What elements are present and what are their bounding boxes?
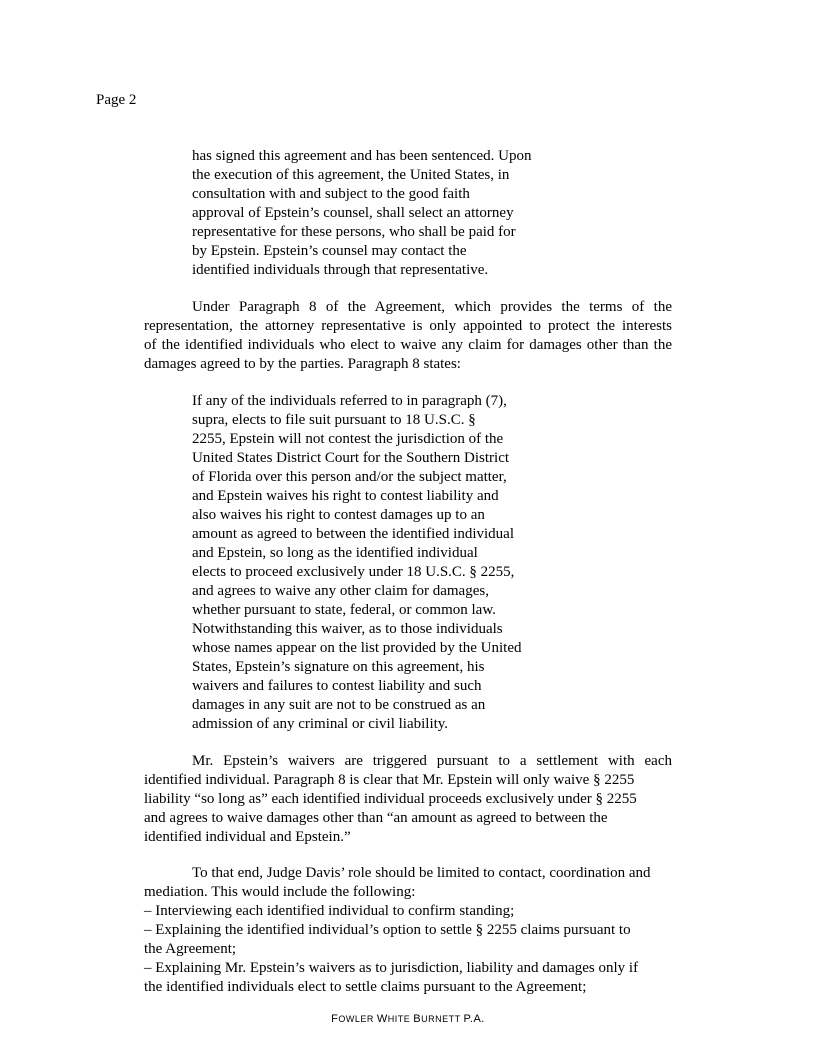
quote-line: whether pursuant to state, federal, or common law. — [192, 602, 496, 618]
quote-line: United States District Court for the Southern District — [192, 450, 510, 466]
page-number: Page 2 — [96, 92, 137, 108]
paragraph-line: damages agreed to by the parties. Paragraph 8 states: — [144, 356, 461, 372]
quote-line: Notwithstanding this waiver, as to those individuals — [192, 621, 503, 637]
quote-line: admission of any criminal or civil liability. — [192, 716, 449, 732]
paragraph-judge-davis-role — [144, 864, 672, 997]
quote-line: representative for these persons, who shall be paid for — [192, 224, 516, 240]
paragraph-line: identified individual. Paragraph 8 is clear that Mr. Epstein will only waive § 2255 — [144, 772, 635, 788]
quote-line: and Epstein, so long as the identified individual — [192, 545, 478, 561]
quote-line: identified individuals through that representative. — [192, 262, 489, 278]
paragraph-line: mediation. This would include the following: — [144, 884, 416, 900]
list-item: – Explaining the identified individual’s option to settle § 2255 claims pursuant to — [144, 922, 631, 938]
paragraph-line: To that end, Judge Davis’ role should be limited to contact, coordination and — [192, 865, 651, 881]
quote-line: and agrees to waive any other claim for damages, — [192, 583, 489, 599]
paragraph-line: representation, the attorney representative is only appointed to protect the interests — [144, 318, 672, 334]
footer-firm-name: FOWLER WHITE BURNETT P.A. — [331, 1013, 485, 1025]
quote-line: elects to proceed exclusively under 18 U.S.C. § 2255, — [192, 564, 515, 580]
quote-line: If any of the individuals referred to in paragraph (7), — [192, 393, 507, 409]
quote-line: damages in any suit are not to be construed as an — [192, 697, 486, 713]
list-item-continuation: the identified individuals elect to settle claims pursuant to the Agreement; — [144, 979, 587, 995]
quote-line: supra, elects to file suit pursuant to 18 U.S.C. § — [192, 412, 476, 428]
paragraph-line: Under Paragraph 8 of the Agreement, which provides the terms of the — [192, 299, 672, 315]
paragraph-line: identified individual and Epstein.” — [144, 829, 351, 845]
block-quote-paragraph-8 — [192, 392, 572, 734]
quote-line: has signed this agreement and has been sentenced. Upon — [192, 148, 532, 164]
list-item: – Explaining Mr. Epstein’s waivers as to jurisdiction, liability and damages only if — [144, 960, 639, 976]
paragraph-paragraph-8-intro — [144, 298, 672, 374]
quote-line: amount as agreed to between the identified individual — [192, 526, 514, 542]
list-item: – Interviewing each identified individual to confirm standing; — [144, 903, 515, 919]
quote-line: 2255, Epstein will not contest the jurisdiction of the — [192, 431, 504, 447]
quote-line: the execution of this agreement, the United States, in — [192, 167, 510, 183]
quote-line: States, Epstein’s signature on this agreement, his — [192, 659, 485, 675]
quote-line: whose names appear on the list provided by the United — [192, 640, 522, 656]
quote-line: by Epstein. Epstein’s counsel may contact the — [192, 243, 467, 259]
paragraph-line: liability “so long as” each identified individual proceeds exclusively under § 2255 — [144, 791, 637, 807]
list-item-continuation: the Agreement; — [144, 941, 237, 957]
quote-line: approval of Epstein’s counsel, shall select an attorney — [192, 205, 514, 221]
quote-line: waivers and failures to contest liability and such — [192, 678, 482, 694]
block-quote-agreement-excerpt — [192, 147, 572, 280]
paragraph-line: of the identified individuals who elect to waive any claim for damages other than the — [144, 337, 672, 353]
quote-line: also waives his right to contest damages up to an — [192, 507, 485, 523]
quote-line: of Florida over this person and/or the subject matter, — [192, 469, 507, 485]
paragraph-line: and agrees to waive damages other than “an amount as agreed to between the — [144, 810, 608, 826]
quote-line: consultation with and subject to the good faith — [192, 186, 470, 202]
paragraph-waivers-triggered — [144, 752, 672, 847]
quote-line: and Epstein waives his right to contest liability and — [192, 488, 499, 504]
paragraph-line: Mr. Epstein’s waivers are triggered pursuant to a settlement with each — [192, 753, 672, 769]
